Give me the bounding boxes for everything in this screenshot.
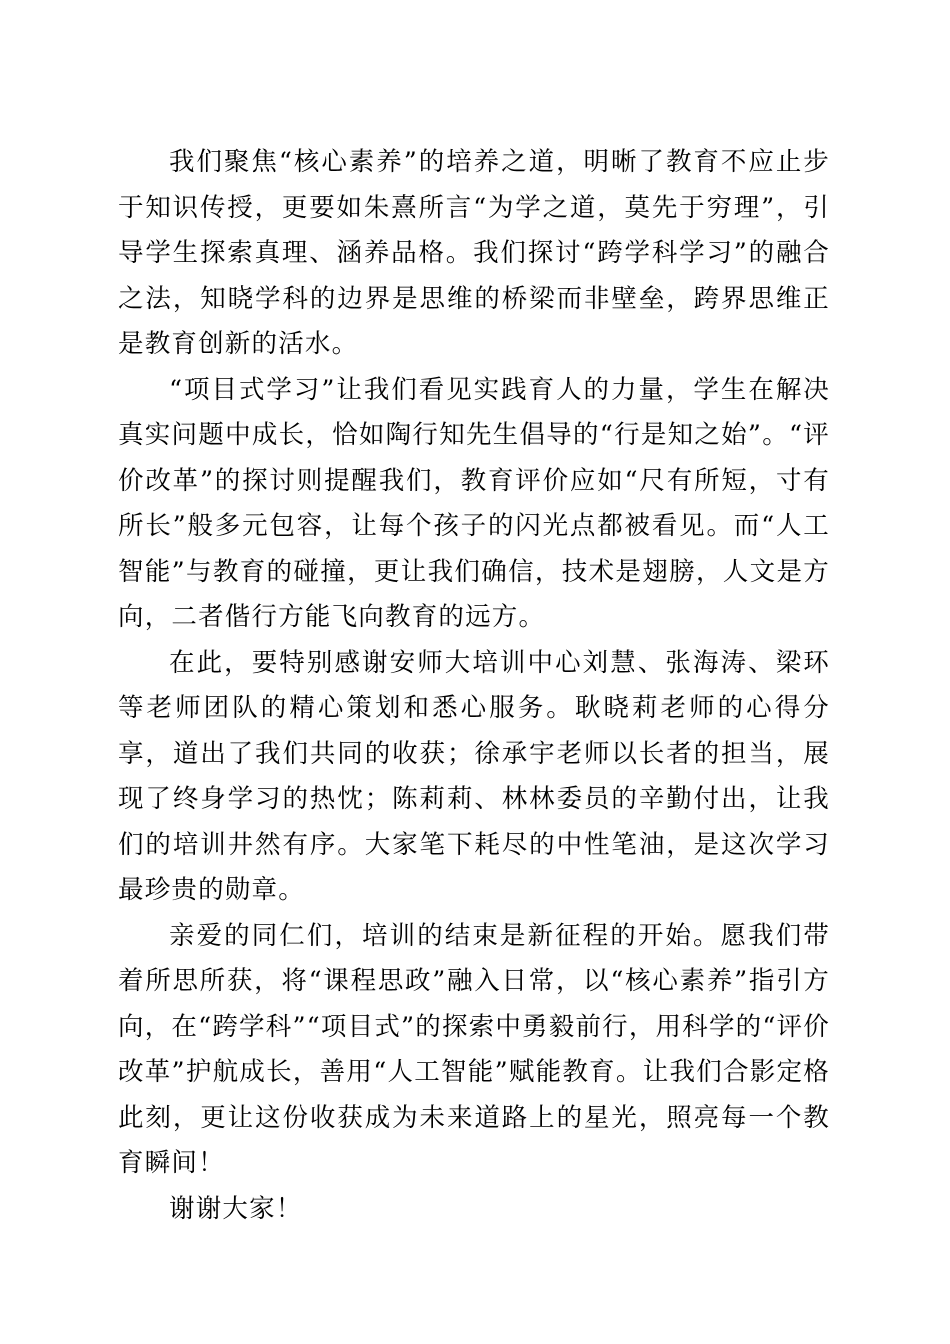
paragraph-project-learning: “项目式学习”让我们看见实践育人的力量，学生在解决真实问题中成长，恰如陶行知先生倡导的“行是知之始”。“评价改革”的探讨则提醒我们，教育评价应如“尺有所短，寸有所长”般多元包容，让每个孩子的闪光点都被看见。而“人工智能”与教育的碰撞，更让我们确信，技术是翅膀，人文是方向，二者偕行方能飞向教育的远方。 [118, 374, 830, 632]
paragraph-acknowledgements: 在此，要特别感谢安师大培训中心刘慧、张海涛、梁环等老师团队的精心策划和悉心服务。耿晓莉老师的心得分享，道出了我们共同的收获；徐承宇老师以长者的担当，展现了终身学习的热忱；陈莉莉、林林委员的辛勤付出，让我们的培训井然有序。大家笔下耗尽的中性笔油，是这次学习最珍贵的勋章。 [118, 647, 830, 905]
paragraph-thanks: 谢谢大家！ [169, 1193, 303, 1224]
document-body [118, 140, 830, 1232]
paragraph-closing: 亲爱的同仁们，培训的结束是新征程的开始。愿我们带着所思所获，将“课程思政”融入日常，以“核心素养”指引方向，在“跨学科”“项目式”的探索中勇毅前行，用科学的“评价改革”护航成长，善用“人工智能”赋能教育。让我们合影定格此刻，更让这份收获成为未来道路上的星光，照亮每一个教育瞬间！ [118, 920, 830, 1178]
paragraph-core-literacy: 我们聚焦“核心素养”的培养之道，明晰了教育不应止步于知识传授，更要如朱熹所言“为学之道，莫先于穷理”，引导学生探索真理、涵养品格。我们探讨“跨学科学习”的融合之法，知晓学科的边界是思维的桥梁而非壁垒，跨界思维正是教育创新的活水。 [118, 147, 830, 359]
